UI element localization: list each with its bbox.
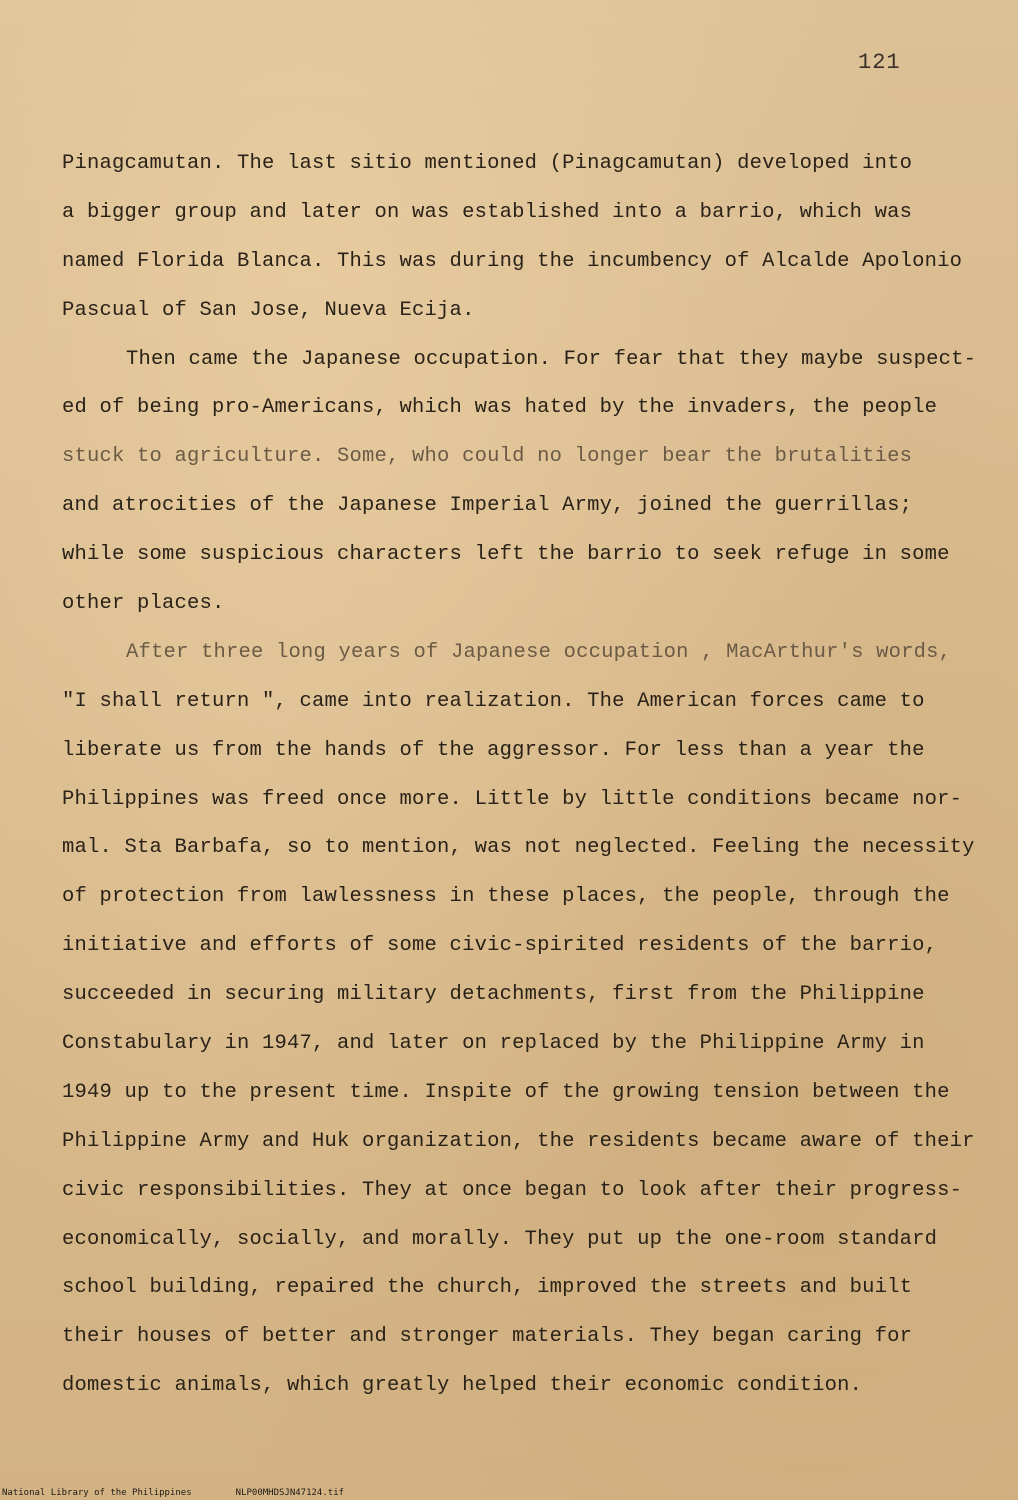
text-line: "I shall return ", came into realization. The American forces came to <box>62 689 925 713</box>
text-line: school building, repaired the church, improved the streets and built <box>62 1276 913 1300</box>
text-line: a bigger group and later on was established into a barrio, which was <box>62 200 913 224</box>
library-credit: National Library of the Philippines <box>2 1488 192 1498</box>
scan-footer <box>2 1488 344 1498</box>
page-number: 121 <box>858 50 901 75</box>
text-line: of protection from lawlessness in these places, the people, through the <box>62 885 950 909</box>
text-line: Pinagcamutan. The last sitio mentioned (Pinagcamutan) developed into <box>62 152 913 175</box>
text-line: civic responsibilities. They at once began to look after their progress- <box>62 1178 963 1202</box>
text-line: and atrocities of the Japanese Imperial Army, joined the guerrillas; <box>62 494 913 518</box>
text-line: 1949 up to the present time. Inspite of the growing tension between the <box>62 1080 950 1104</box>
text-line: their houses of better and stronger materials. They began caring for <box>62 1325 913 1349</box>
text-line: succeeded in securing military detachments, first from the Philippine <box>62 983 925 1007</box>
text-line: Pascual of San Jose, Nueva Ecija. <box>62 298 475 322</box>
document-body <box>62 140 977 1411</box>
text-line: mal. Sta Barbafa, so to mention, was not neglected. Feeling the necessity <box>62 836 975 860</box>
text-line: other places. <box>62 592 225 616</box>
text-line: Philippines was freed once more. Little by little conditions became nor- <box>62 787 963 811</box>
text-line: Constabulary in 1947, and later on replaced by the Philippine Army in <box>62 1032 925 1056</box>
text-line: economically, socially, and morally. They put up the one-room standard <box>62 1227 938 1251</box>
text-line: ed of being pro-Americans, which was hated by the invaders, the people <box>62 396 938 420</box>
text-line: domestic animals, which greatly helped their economic condition. <box>62 1374 863 1398</box>
paragraph-start-line: Then came the Japanese occupation. For fear that they maybe suspect- <box>126 347 977 371</box>
text-line: liberate us from the hands of the aggressor. For less than a year the <box>62 738 925 762</box>
text-line: stuck to agriculture. Some, who could no longer bear the brutalities <box>62 445 913 469</box>
text-line: Philippine Army and Huk organization, the residents became aware of their <box>62 1129 975 1153</box>
text-line: named Florida Blanca. This was during the incumbency of Alcalde Apolonio <box>62 249 963 273</box>
text-line: while some suspicious characters left the barrio to seek refuge in some <box>62 543 950 567</box>
text-line: initiative and efforts of some civic-spirited residents of the barrio, <box>62 934 938 958</box>
scan-filename: NLP00MHDSJN47124.tif <box>235 1488 345 1498</box>
paragraph-start-line: After three long years of Japanese occupation , MacArthur's words, <box>126 640 952 664</box>
